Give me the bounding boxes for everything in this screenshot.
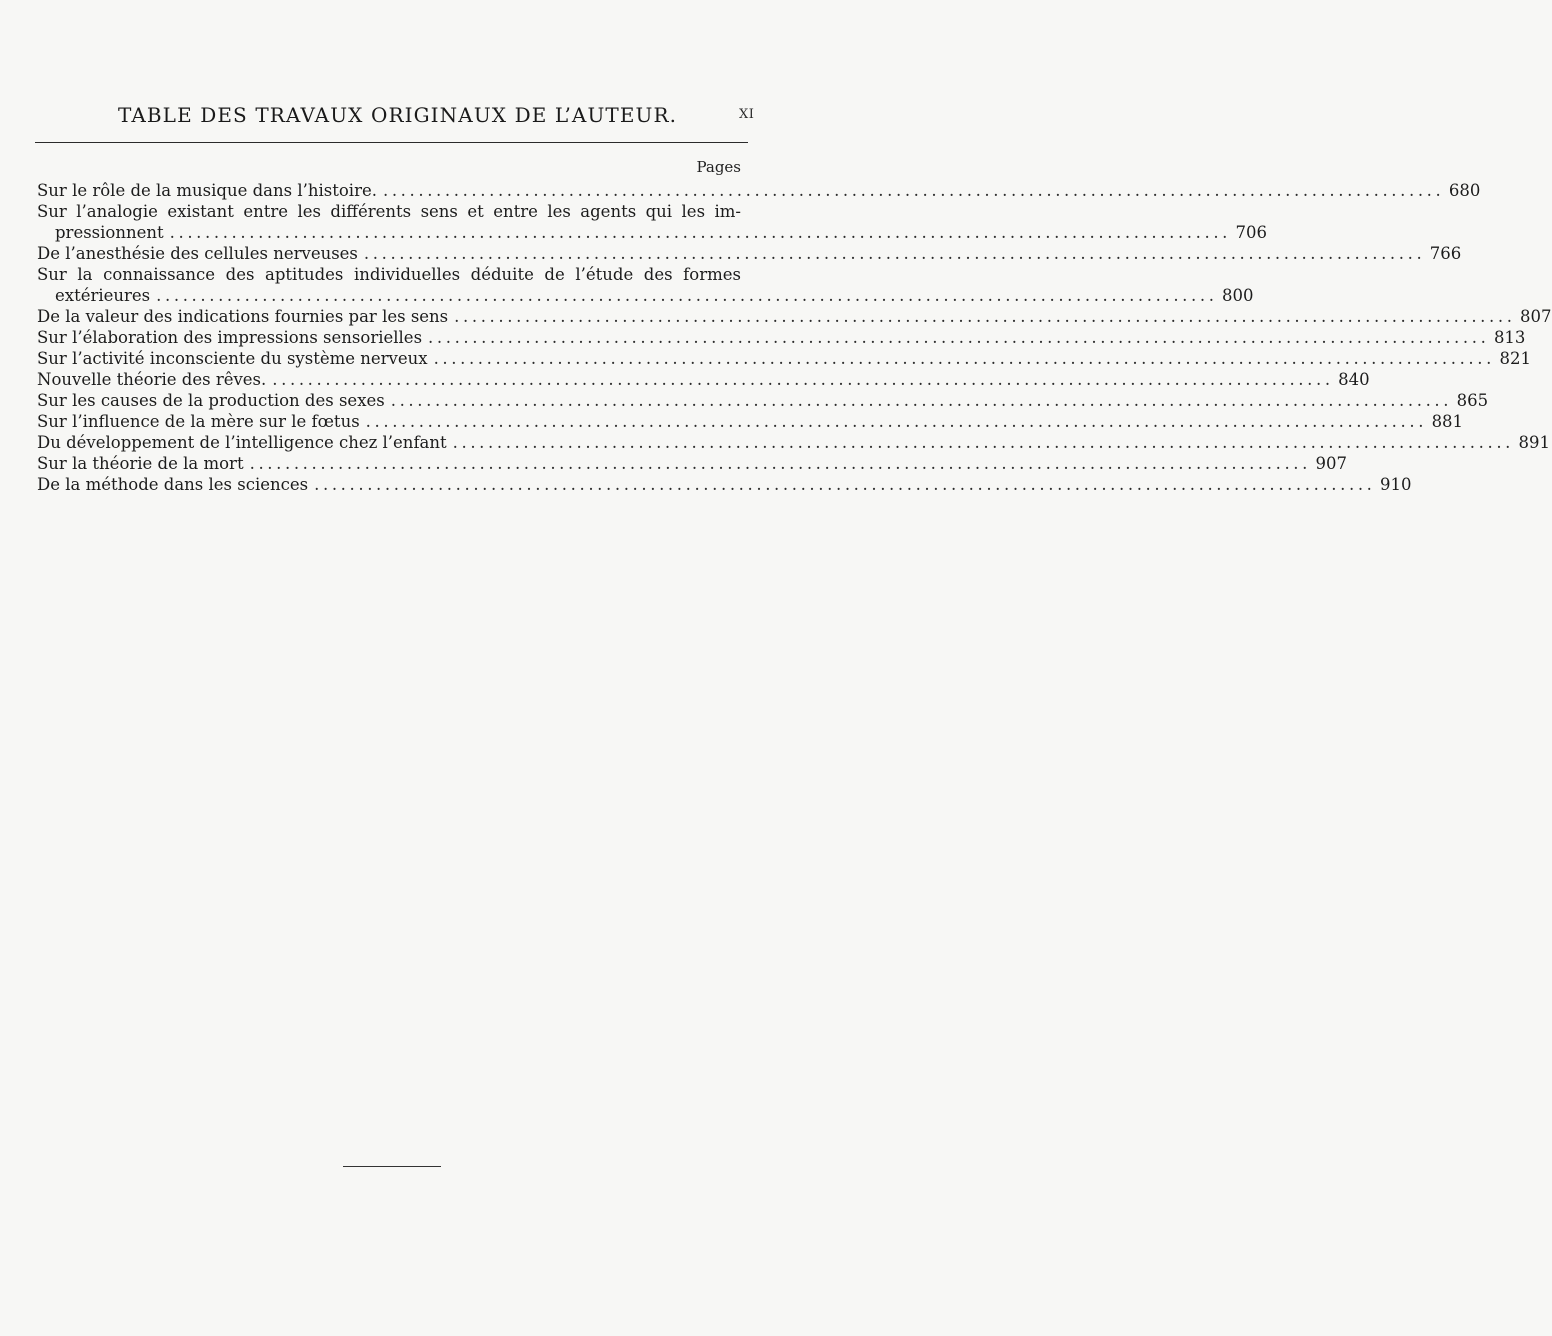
dot-leader: ........................................................................................................................	[363, 244, 1426, 263]
toc-entry	[37, 432, 1551, 453]
dot-leader: ........................................................................................................................	[156, 286, 1218, 305]
toc-entry-first-line	[37, 201, 741, 222]
dot-leader: ........................................................................................................................	[390, 391, 1453, 410]
toc-entry-title: De la méthode dans les sciences	[37, 475, 309, 494]
toc-entry	[37, 369, 1370, 390]
toc-entry-page: 706	[1235, 223, 1268, 242]
toc-entry	[37, 327, 1526, 348]
toc-entry-page: 865	[1456, 391, 1489, 410]
toc-entry-title: De l’anesthésie des cellules nerveuses	[37, 244, 358, 263]
toc-entry-title: Sur les causes de la production des sexes	[37, 391, 385, 410]
running-title: TABLE DES TRAVAUX ORIGINAUX DE L’AUTEUR.	[118, 103, 678, 127]
toc-entry-page: 891	[1518, 433, 1551, 452]
toc-entry-title: Sur le rôle de la musique dans l’histoire.	[37, 181, 377, 200]
toc-entry-page: 813	[1493, 328, 1526, 347]
toc-entry-title-line1: Sur la connaissance des aptitudes individuelles déduite de l’étude des formes	[37, 265, 741, 284]
toc-entry-page: 907	[1315, 454, 1347, 473]
toc-entry-title: Nouvelle théorie des rêves.	[37, 370, 267, 389]
toc-entry-title: Sur l’élaboration des impressions sensorielles	[37, 328, 423, 347]
toc-entry-title: extérieures	[55, 286, 151, 305]
toc-entry	[37, 348, 1531, 369]
table-of-contents	[37, 180, 1552, 495]
dot-leader: ........................................................................................................................	[314, 475, 1376, 494]
toc-entry-title-line1: Sur l’analogie existant entre les différents sens et entre les agents qui les im-	[37, 202, 741, 221]
toc-entry-title: De la valeur des indications fournies par les sens	[37, 307, 449, 326]
toc-entry-page: 766	[1429, 244, 1462, 263]
toc-entry	[37, 411, 1464, 432]
toc-entry	[37, 285, 1254, 306]
toc-entry-title: Du développement de l’intelligence chez l’enfant	[37, 433, 447, 452]
toc-entry-page: 821	[1499, 349, 1531, 368]
page-number: XI	[739, 107, 755, 122]
toc-entry	[37, 390, 1489, 411]
toc-entry	[37, 243, 1462, 264]
dot-leader: ........................................................................................................................	[272, 370, 1334, 389]
pages-column-heading: Pages	[696, 158, 741, 176]
toc-entry	[37, 474, 1412, 495]
toc-entry-page: 800	[1222, 286, 1254, 305]
dot-leader: ........................................................................................................................	[428, 328, 1490, 347]
dot-leader: ........................................................................................................................	[433, 349, 1495, 368]
dot-leader: ........................................................................................................................	[452, 433, 1515, 452]
dot-leader: ........................................................................................................................	[454, 307, 1516, 326]
toc-entry-page: 881	[1431, 412, 1464, 431]
toc-entry-page: 807	[1520, 307, 1552, 326]
toc-entry	[37, 180, 1481, 201]
toc-entry	[37, 306, 1552, 327]
toc-entry-title: Sur l’activité inconsciente du système nerveux	[37, 349, 428, 368]
toc-entry-page: 910	[1380, 475, 1412, 494]
toc-entry	[37, 222, 1268, 243]
toc-entry-title: Sur la théorie de la mort	[37, 454, 244, 473]
dot-leader: ........................................................................................................................	[365, 412, 1428, 431]
toc-entry-first-line	[37, 264, 741, 285]
dot-leader: ........................................................................................................................	[249, 454, 1311, 473]
dot-leader: ........................................................................................................................	[382, 181, 1445, 200]
header-rule	[35, 142, 748, 143]
toc-entry-page: 840	[1338, 370, 1370, 389]
toc-entry-page: 680	[1448, 181, 1481, 200]
closing-rule	[343, 1166, 441, 1167]
toc-entry-title: pressionnent	[55, 223, 164, 242]
toc-entry	[37, 453, 1347, 474]
toc-entry-title: Sur l’influence de la mère sur le fœtus	[37, 412, 360, 431]
dot-leader: ........................................................................................................................	[169, 223, 1232, 242]
